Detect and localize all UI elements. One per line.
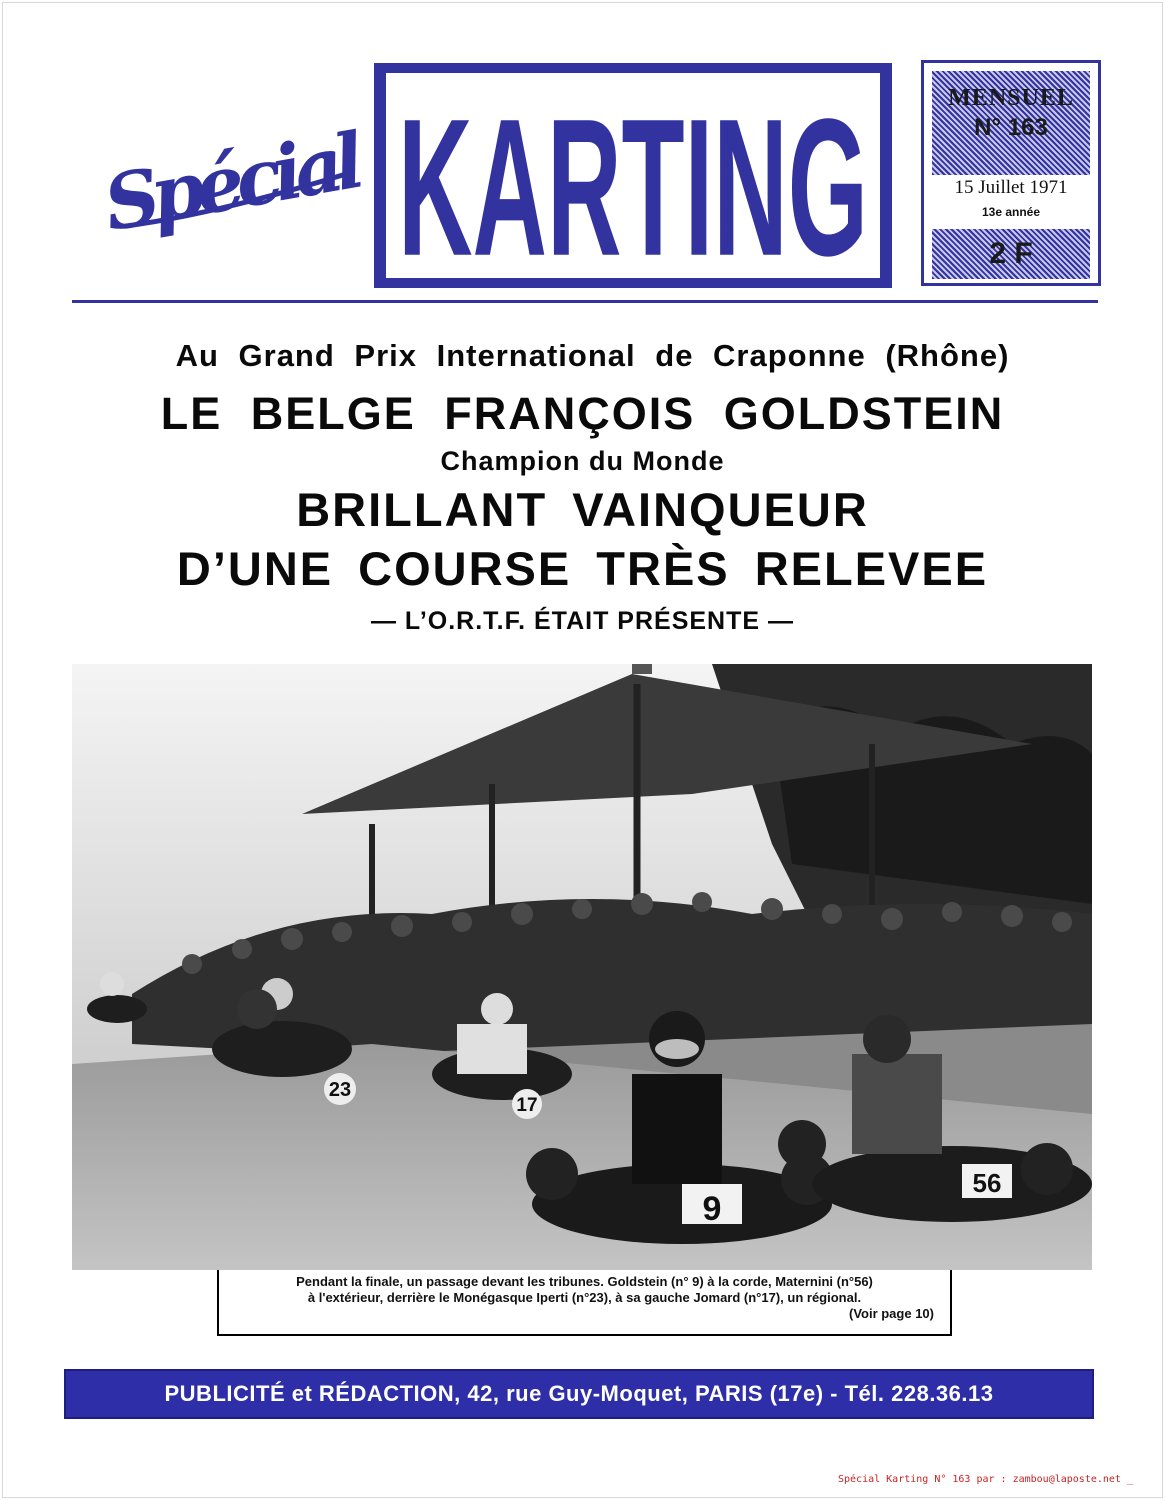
kart-number-56: 56 <box>972 1168 1002 1198</box>
masthead-script-logo <box>96 96 376 246</box>
scan-credit: Spécial Karting N° 163 par : zambou@laposte.net _ <box>837 1474 1133 1485</box>
caption-line-2: à l'extérieur, derrière le Monégasque Iperti (n°23), à sa gauche Jomard (n°17), un régional. <box>307 1290 862 1305</box>
issue-price: 2 F <box>989 237 1033 270</box>
headline-winner-title: Champion du Monde <box>440 446 725 476</box>
main-title: KARTING <box>398 77 868 278</box>
karting-title-box <box>374 63 892 288</box>
headline-winner: LE BELGE FRANÇOIS GOLDSTEIN <box>160 388 1005 439</box>
issue-year: 13e année <box>981 205 1041 219</box>
script-title-text: Spécial <box>97 115 371 246</box>
kart-number-9: 9 <box>702 1190 722 1228</box>
issue-frequency: MENSUEL <box>948 85 1074 111</box>
kart-number-17: 17 <box>516 1095 538 1116</box>
photo-caption <box>217 1270 952 1336</box>
footer-banner: PUBLICITÉ et RÉDACTION, 42, rue Guy-Moquet, PARIS (17e) - Tél. 228.36.13 <box>64 1369 1094 1419</box>
issue-price-hatched <box>932 229 1090 279</box>
issue-info-box <box>921 60 1101 286</box>
kart-number-23: 23 <box>328 1079 352 1101</box>
headline-event: Au Grand Prix International de Craponne (Rhône) <box>175 338 1010 373</box>
headline-ortf: — L’O.R.T.F. ÉTAIT PRÉSENTE — <box>370 607 795 635</box>
issue-date: 15 Juillet 1971 <box>954 177 1068 198</box>
caption-line-1: Pendant la finale, un passage devant les tribunes. Goldstein (n° 9) à la corde, Maternini (n°56) <box>296 1274 873 1289</box>
issue-header-hatched <box>932 71 1090 175</box>
headline-line4: D’UNE COURSE TRÈS RELEVEE <box>176 542 989 595</box>
caption-page-ref: (Voir page 10) <box>848 1306 934 1321</box>
race-photo <box>72 664 1092 1270</box>
masthead-divider <box>72 300 1098 303</box>
headline-line3: BRILLANT VAINQUEUR <box>296 483 869 536</box>
issue-number: N° 163 <box>974 114 1048 141</box>
